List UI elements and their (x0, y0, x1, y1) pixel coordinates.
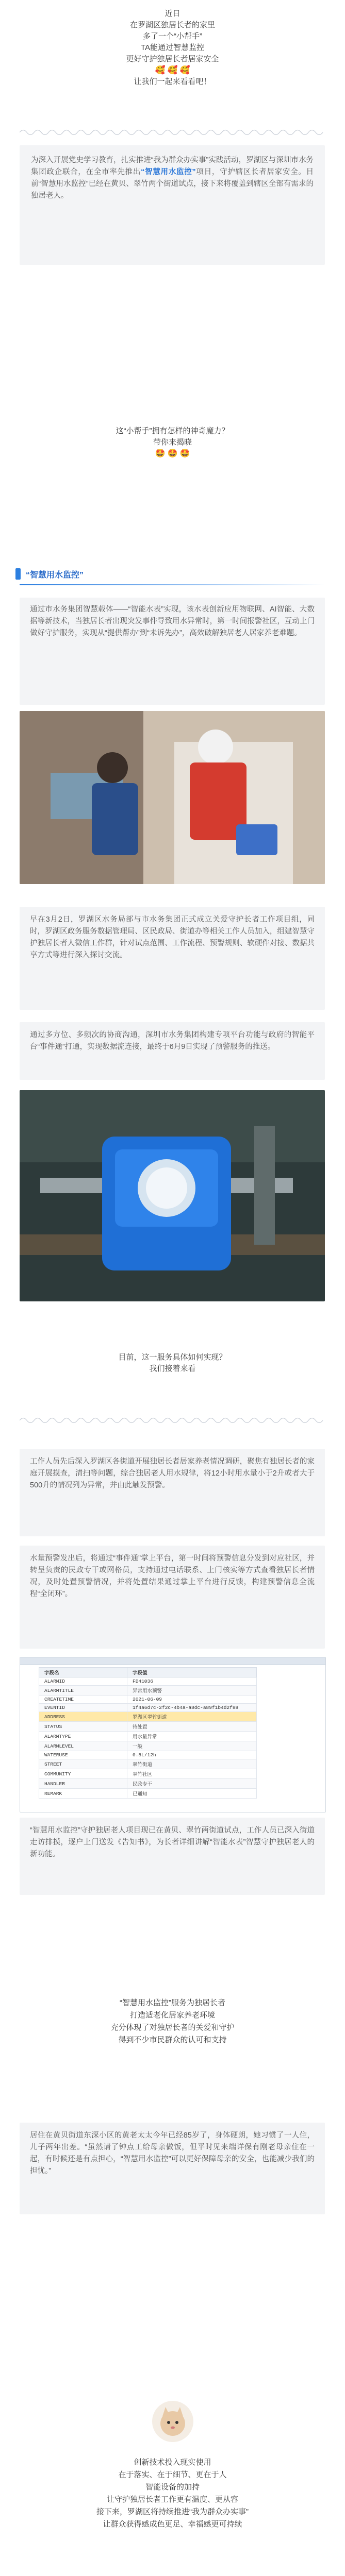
para7-box (20, 2123, 325, 2214)
question-line: 我们接着来看 (149, 1364, 196, 1373)
table-cell: 异常用水预警 (127, 1686, 257, 1696)
table-header-cell: 字段名 (39, 1668, 127, 1677)
para2-text: 早在3月2日，罗湖区水务局部与市水务集团正式成立关爱守护长者工作项目组，同时，罗湖区政务服务数据管理局、区民政局、街道办等相关工作人员加入，组建智慧守护独居长者人微信工作群，针对试点范围、工作流程、预警规则、软硬件对接、数据共享方式等进行深入探讨交流。 (30, 916, 315, 959)
closing-line: 让群众获得感成色更足、幸福感更可持续 (103, 2520, 242, 2529)
table-cell: ALARMID (39, 1677, 127, 1686)
star-eyes-emoji-icon: 🤩 (155, 449, 166, 458)
para4-box (20, 1449, 325, 1536)
teaser-line: 带你来揭晓 (153, 438, 192, 447)
intro-line: 更好守护独居长者居家安全 (126, 55, 219, 63)
para1-box (20, 598, 325, 705)
wave-divider (20, 1416, 325, 1425)
smile-emoji-icon: 🥰 (155, 66, 166, 75)
intro-box-text (31, 155, 314, 202)
table-row (39, 1712, 257, 1722)
section-underline (20, 584, 325, 585)
star-eyes-emoji-icon: 🤩 (167, 449, 178, 458)
intro-emoji-row (0, 65, 345, 76)
table-cell: COMMUNITY (39, 1769, 127, 1779)
cat-icon (152, 2401, 193, 2442)
table-row (39, 1759, 257, 1769)
closing-line: 得到不少市民群众的认可和支持 (118, 2036, 227, 2044)
closing-line: 在于落实、在于细节、更在于人 (118, 2470, 227, 2479)
intro-box-text-part: 为深入开展党史学习教育，扎实推进“我为群众办实事”实践活动，罗湖区与深圳市水务集团政企联合，在全市率先推出 (31, 156, 314, 176)
intro-line: 在罗湖区独居长者的家里 (129, 21, 215, 29)
table-cell: 用水量异常 (127, 1732, 257, 1741)
wave-divider (20, 128, 325, 137)
table-row (39, 1741, 257, 1751)
para2-box (20, 907, 325, 1010)
intro-line: 多了一个“小帮手” (143, 32, 202, 41)
table-header-cell: 字段值 (127, 1668, 257, 1677)
table-row (39, 1769, 257, 1779)
table-cell: WATERUSE (39, 1751, 127, 1759)
table-row (39, 1789, 257, 1799)
table-cell: 0.8L/12h (127, 1751, 257, 1759)
table-row (39, 1722, 257, 1732)
table-cell: 翠竹社区 (127, 1769, 257, 1779)
table-cell: EVENTID (39, 1704, 127, 1712)
table-header-row (39, 1668, 257, 1677)
closing-line: 打造适老化居家养老环境 (129, 2011, 215, 2020)
question-line: 目前，这一服务具体如何实现？ (118, 1353, 227, 1362)
para3-text: 通过多方位、多频次的协商沟通，深圳市水务集团构建专项平台功能与政府的智能平台“事件通”打通，实现数据流连接，最终于6月9日实现了预警服务的推送。 (30, 1031, 315, 1051)
para6-box (20, 1818, 325, 1895)
smart-meter-illustration (20, 1090, 325, 1301)
intro-box-text-part: 项目，守护辖区长者居家安全。目前“智慧用水监控”已经在黄贝、翠竹两个街道试点，接下来将覆盖到辖区全部有需求的独居老人。 (31, 168, 314, 200)
table-row (39, 1696, 257, 1704)
closing-line: “智慧用水监控”服务为独居长者 (120, 1998, 225, 2007)
intro-section (0, 0, 345, 88)
para4-text: 工作人员先后深入罗湖区各街道开展独居长者居家养老情况调研，聚焦有独居长者的家庭开展摸查，清扫等问题，综合独居老人用水规律，将12小时用水量小于2升或者大于500升的情况列为异常，并由此触发预警。 (30, 1458, 315, 1489)
table-body (39, 1677, 257, 1799)
para7-text: 居住在黄贝街道东深小区的黄老太太今年已经85岁了，身体硬朗，她习惯了一人住，儿子两年出差。“虽然请了钟点工给母亲做饭，但平时见来端详保有刚老母亲住在一起，有时候还是有点担心，“智慧用水监控”可以更好保障母亲的安全，也能减少我们的担忧。” (30, 2131, 315, 2175)
table-cell: REMARK (39, 1789, 127, 1799)
intro-box-highlight: “智慧用水监控” (141, 168, 196, 176)
para5-text: 水量预警发出后，将通过“事件通”掌上平台，第一时间将预警信息分发到对应社区，并转呈负责的民政专干或网格员，支持通过电话联系、上门核实等方式查看独居长者情况，及时处置预警情况，并将处置结果通过掌上平台进行反馈，构建预警信息全流程“全闭环”。 (30, 1554, 315, 1598)
teaser (0, 426, 345, 460)
para3-box (20, 1022, 325, 1080)
smile-emoji-icon: 🥰 (179, 66, 190, 75)
table-row (39, 1732, 257, 1741)
closing-line: 充分体现了对独居长者的关爱和守护 (110, 2023, 235, 2032)
teaser-emoji-row (0, 448, 345, 460)
table-cell: ALARMLEVEL (39, 1741, 127, 1751)
table-cell: STREET (39, 1759, 127, 1769)
table-row (39, 1677, 257, 1686)
table-cell: HANDLER (39, 1779, 127, 1789)
table-cell: ALARMTYPE (39, 1732, 127, 1741)
star-eyes-emoji-icon: 🤩 (179, 449, 190, 458)
alert-data-screenshot (20, 1657, 326, 1812)
table-cell: FD41036 (127, 1677, 257, 1686)
section-title (15, 566, 84, 582)
table-row (39, 1751, 257, 1759)
intro-box (20, 145, 325, 265)
table-cell: 2021-06-09 (127, 1696, 257, 1704)
closing-section-1 (0, 1997, 345, 2046)
table-cell: ALARMTITLE (39, 1686, 127, 1696)
closing-line: 接下来，罗湖区将持续推进“我为群众办实事” (96, 2507, 249, 2516)
photo-staff-installing-meter (20, 711, 325, 884)
para1-text: 通过市水务集团智慧载体——“智能水表”实现，该水表创新应用物联网、AI智能、大数据等新技术，当独居长者出现突发事件导致用水异常时，第一时间报警社区，互动上门做好守护服务，实现从“提供帮办”到“未诉先办”，高效破解独居老人居家养老难题。 (30, 605, 315, 637)
table-cell: 已通知 (127, 1789, 257, 1799)
alert-table (39, 1667, 257, 1799)
section-marker-icon (15, 568, 21, 580)
para6-text: “智慧用水监控”守护独居老人项目现已在黄贝、翠竹两街道试点，工作人员已深入街道走访排摸，逐户上门送发《告知书》，为长者详细讲解“智能水表”智慧守护独居老人的新功能。 (30, 1826, 315, 1858)
table-cell: ADDRESS (39, 1712, 127, 1722)
table-cell: 罗湖区翠竹街道 (127, 1712, 257, 1722)
closing-section-2 (0, 2456, 345, 2531)
table-cell: 待处置 (127, 1722, 257, 1732)
intro-line: 近日 (165, 9, 180, 18)
table-cell: CREATETIME (39, 1696, 127, 1704)
table-cell: STATUS (39, 1722, 127, 1732)
question (0, 1352, 345, 1375)
table-cell: 1f4a6d7c-2f2c-4b4a-a8dc-a89f1b4d2f88 (127, 1704, 257, 1712)
para5-box (20, 1546, 325, 1649)
smile-emoji-icon: 🥰 (167, 66, 178, 75)
photo-smart-water-meter (20, 1090, 325, 1301)
screenshot-toolbar (20, 1657, 325, 1665)
closing-line: 让守护独居长者工作更有温度、更从容 (106, 2495, 238, 2504)
section-title-text: “智慧用水监控” (26, 570, 84, 580)
cat-sticker-image (152, 2401, 193, 2442)
installing-meter-illustration (20, 711, 325, 884)
closing-line: 智能设备的加持 (145, 2483, 200, 2492)
teaser-line: 这“小帮手”拥有怎样的神奇魔力？ (116, 427, 229, 435)
closing-line: 创新技术投入现实使用 (134, 2458, 211, 2467)
table-row (39, 1779, 257, 1789)
intro-line: TA能通过智慧监控 (140, 43, 205, 52)
table-cell: 翠竹街道 (127, 1759, 257, 1769)
table-row (39, 1686, 257, 1696)
intro-closing: 让我们一起来看看吧！ (134, 77, 211, 86)
table-cell: 一般 (127, 1741, 257, 1751)
table-cell: 民政专干 (127, 1779, 257, 1789)
table-row (39, 1704, 257, 1712)
